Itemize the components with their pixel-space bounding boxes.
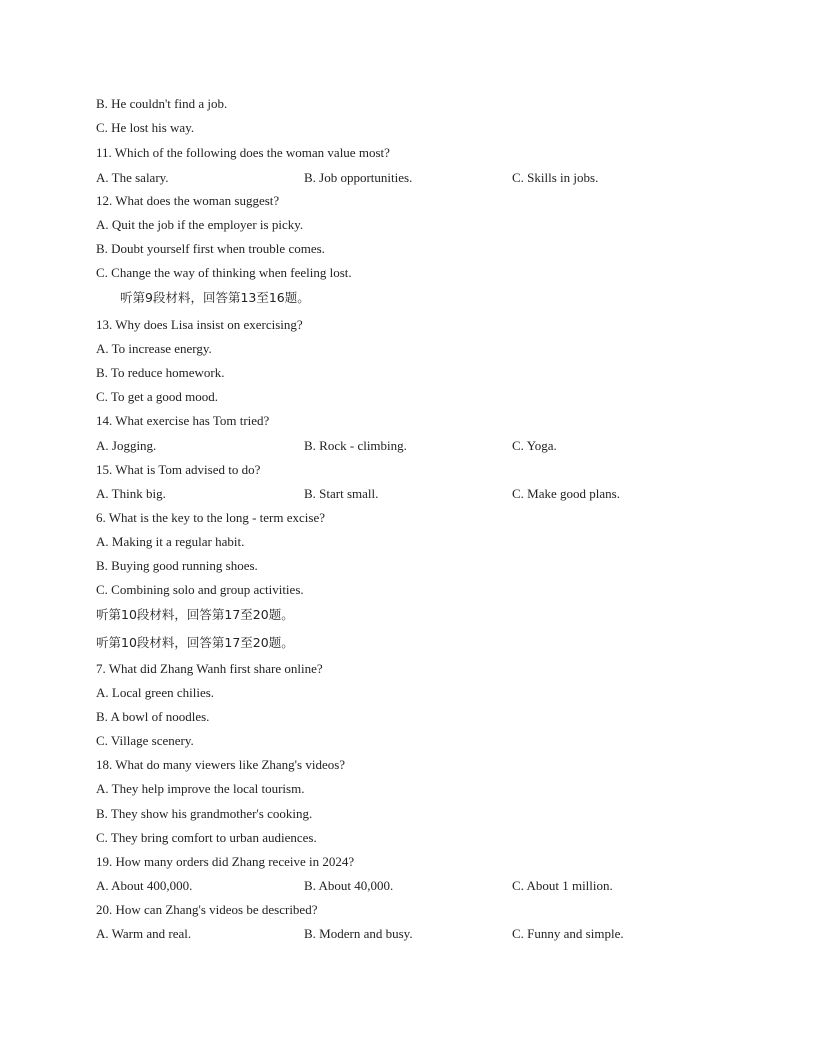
q20-stem: 20. How can Zhang's videos be described?: [96, 902, 318, 917]
q20-option-a: A. Warm and real.: [96, 926, 192, 941]
q14-stem: 14. What exercise has Tom tried?: [96, 413, 270, 428]
q19-option-b: B. About 40,000.: [304, 878, 394, 893]
q16-option-c: C. Combining solo and group activities.: [96, 582, 304, 597]
q14-option-b: B. Rock - climbing.: [304, 438, 407, 453]
q15-option-c: C. Make good plans.: [512, 486, 620, 501]
q13-stem: 13. Why does Lisa insist on exercising?: [96, 317, 303, 332]
q17-option-c: C. Village scenery.: [96, 733, 194, 748]
section-10-instruction: 听第10段材料，回答第17至20题。: [96, 607, 294, 622]
q15-stem: 15. What is Tom advised to do?: [96, 462, 261, 477]
q18-option-a: A. They help improve the local tourism.: [96, 781, 305, 796]
q15-option-a: A. Think big.: [96, 486, 166, 501]
q14-option-a: A. Jogging.: [96, 438, 157, 453]
q11-option-c: C. Skills in jobs.: [512, 170, 599, 185]
q18-option-b: B. They show his grandmother's cooking.: [96, 806, 313, 821]
q13-option-c: C. To get a good mood.: [96, 389, 218, 404]
q19-stem: 19. How many orders did Zhang receive in 2024?: [96, 854, 355, 869]
q13-option-b: B. To reduce homework.: [96, 365, 225, 380]
q17-option-b: B. A bowl of noodles.: [96, 709, 210, 724]
q11-option-a: A. The salary.: [96, 170, 169, 185]
q18-stem: 18. What do many viewers like Zhang's videos?: [96, 757, 346, 772]
q19-option-c: C. About 1 million.: [512, 878, 613, 893]
q12-option-c: C. Change the way of thinking when feeling lost.: [96, 265, 352, 280]
q20-option-b: B. Modern and busy.: [304, 926, 413, 941]
q11-option-b: B. Job opportunities.: [304, 170, 413, 185]
q17-stem: 7. What did Zhang Wanh first share online?: [96, 661, 323, 676]
q16-option-b: B. Buying good running shoes.: [96, 558, 258, 573]
q12-option-b: B. Doubt yourself first when trouble comes.: [96, 241, 325, 256]
q18-option-c: C. They bring comfort to urban audiences.: [96, 830, 317, 845]
q12-stem: 12. What does the woman suggest?: [96, 193, 280, 208]
q13-option-a: A. To increase energy.: [96, 341, 212, 356]
q15-option-b: B. Start small.: [304, 486, 379, 501]
q10-option-c: C. He lost his way.: [96, 120, 195, 135]
q20-option-c: C. Funny and simple.: [512, 926, 624, 941]
q14-option-c: C. Yoga.: [512, 438, 557, 453]
q16-stem: 6. What is the key to the long - term excise?: [96, 510, 325, 525]
q10-option-b: B. He couldn't find a job.: [96, 96, 228, 111]
q19-option-a: A. About 400,000.: [96, 878, 193, 893]
q12-option-a: A. Quit the job if the employer is picky.: [96, 217, 304, 232]
q16-option-a: A. Making it a regular habit.: [96, 534, 245, 549]
q11-stem: 11. Which of the following does the woman value most?: [96, 145, 390, 160]
q17-option-a: A. Local green chilies.: [96, 685, 215, 700]
section-10-instruction-repeat: 听第10段材料，回答第17至20题。: [96, 635, 294, 650]
section-9-instruction: 听第9段材料，回答第13至16题。: [120, 290, 310, 305]
